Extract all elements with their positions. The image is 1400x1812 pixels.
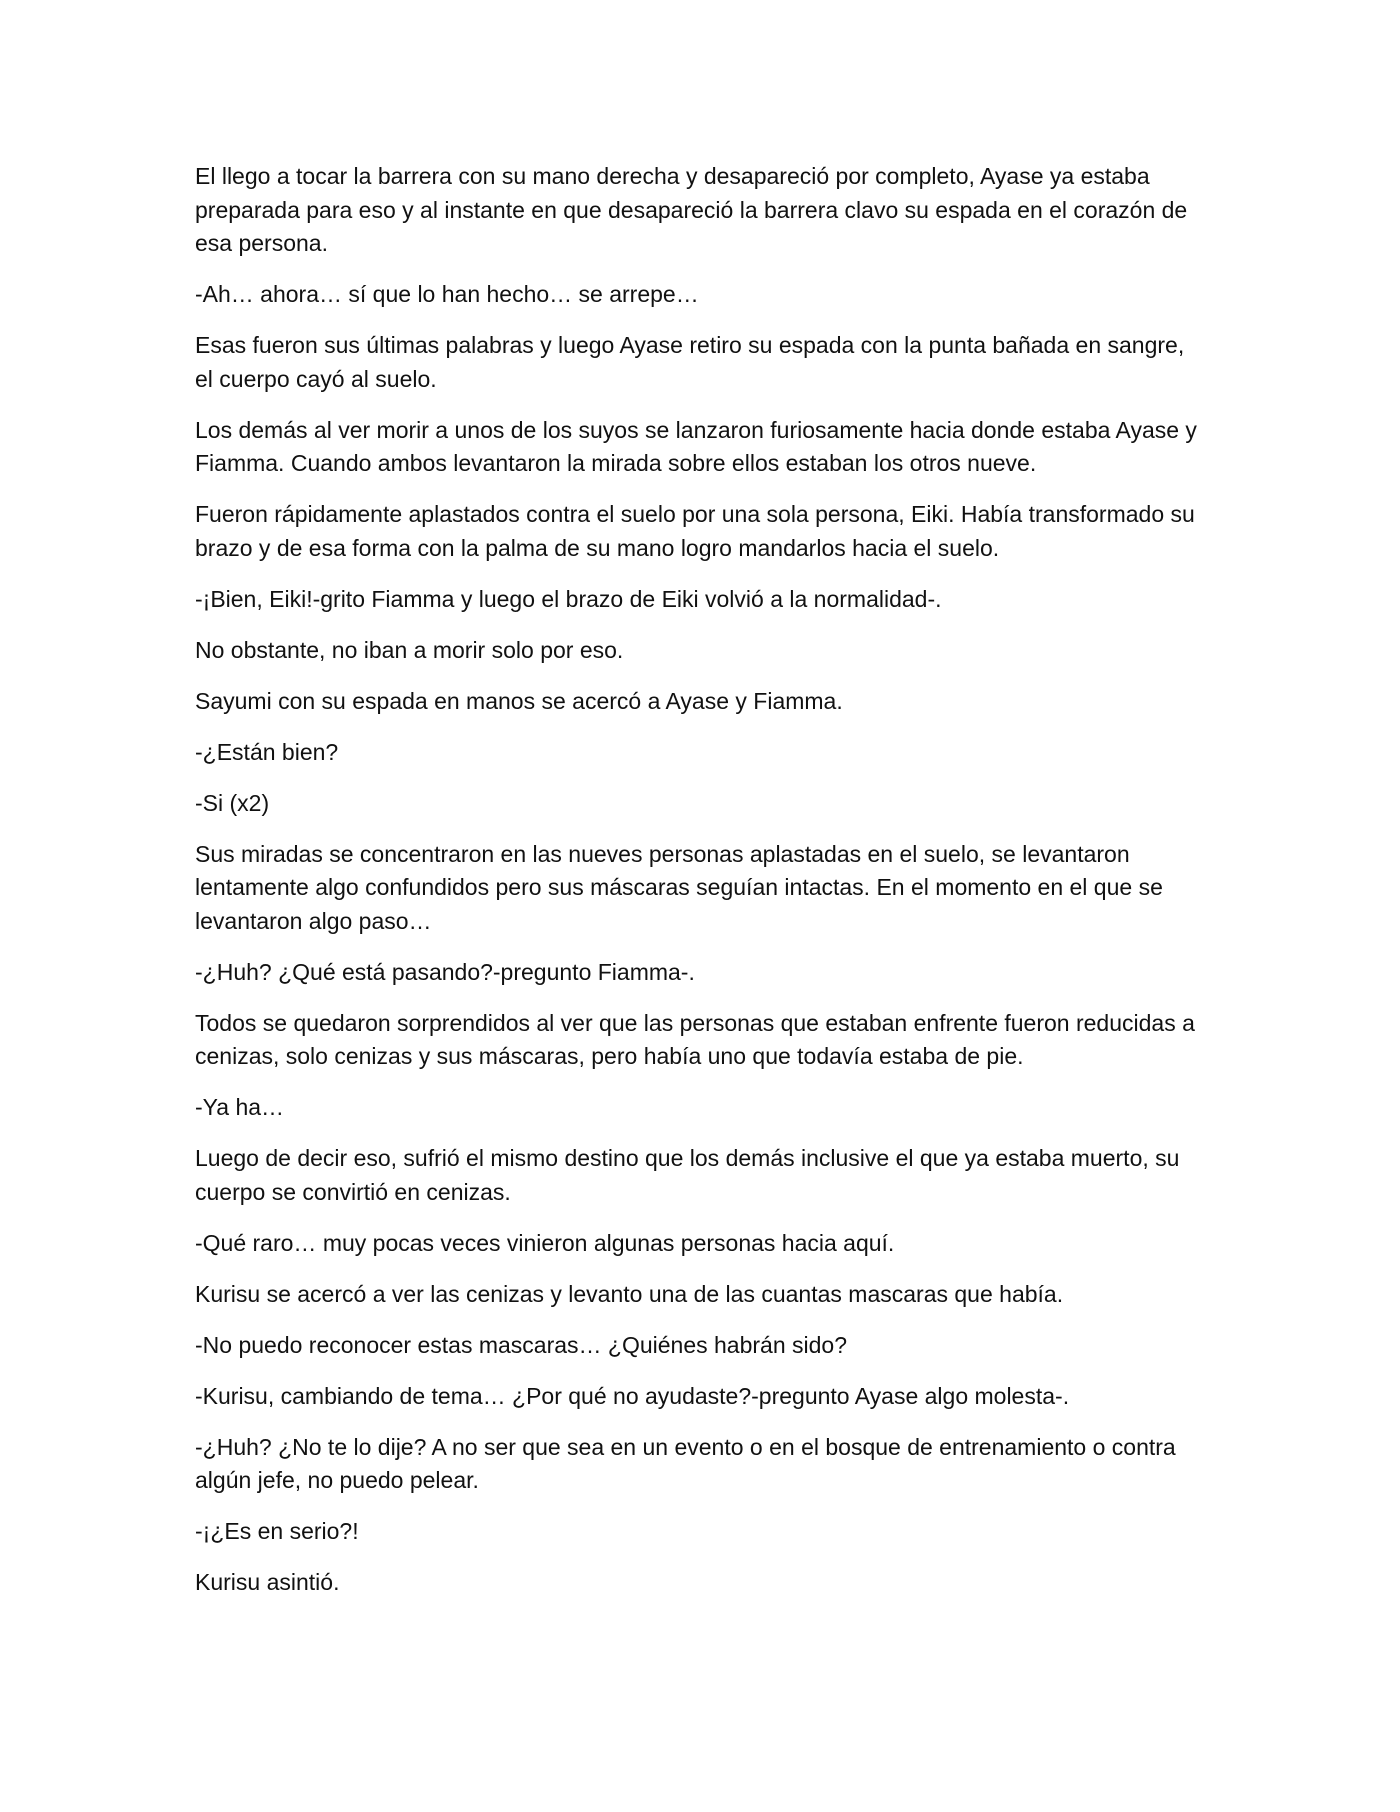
paragraph: Esas fueron sus últimas palabras y luego Ayase retiro su espada con la punta bañada en sangre, el cuerpo cayó al suelo. <box>195 332 1185 392</box>
paragraph: Kurisu asintió. <box>195 1569 340 1595</box>
paragraph: Fueron rápidamente aplastados contra el suelo por una sola persona, Eiki. Había transformado su brazo y de esa forma con la palma de su mano logro mandarlos hacia el suelo. <box>195 501 1195 561</box>
document-body <box>195 160 1200 1617</box>
paragraph: -Si (x2) <box>195 789 270 816</box>
paragraph: -Qué raro… muy pocas veces vinieron algunas personas hacia aquí. <box>195 1229 895 1256</box>
paragraph: Luego de decir eso, sufrió el mismo destino que los demás inclusive el que ya estaba muerto, su cuerpo se convirtió en cenizas. <box>195 1145 1180 1205</box>
paragraph: Kurisu se acercó a ver las cenizas y levanto una de las cuantas mascaras que había. <box>195 1280 1064 1307</box>
paragraph: Sus miradas se concentraron en las nueves personas aplastadas en el suelo, se levantaron lentamente algo confundidos pero sus máscaras seguían intactas. En el momento en el que se levantaron algo paso… <box>195 840 1163 934</box>
paragraph: -Ah… ahora… sí que lo han hecho… se arrepe… <box>195 281 699 307</box>
paragraph: -¡¿Es en serio?! <box>195 1518 359 1544</box>
paragraph: El llego a tocar la barrera con su mano derecha y desapareció por completo, Ayase ya estaba preparada para eso y al instante en que desapareció la barrera clavo su espada en el corazón de esa persona. <box>195 163 1188 256</box>
paragraph: -¿Están bien? <box>195 738 339 765</box>
paragraph: Todos se quedaron sorprendidos al ver que las personas que estaban enfrente fueron reducidas a cenizas, solo cenizas y sus máscaras, pero había uno que todavía estaba de pie. <box>195 1009 1195 1069</box>
paragraph: Los demás al ver morir a unos de los suyos se lanzaron furiosamente hacia donde estaba Ayase y Fiamma. Cuando ambos levantaron la mirada sobre ellos estaban los otros nueve. <box>195 416 1197 476</box>
paragraph: No obstante, no iban a morir solo por eso. <box>195 636 624 663</box>
paragraph: -No puedo reconocer estas mascaras… ¿Quiénes habrán sido? <box>195 1331 848 1358</box>
paragraph: -Ya ha… <box>195 1094 285 1120</box>
paragraph: -¿Huh? ¿No te lo dije? A no ser que sea en un evento o en el bosque de entrenamiento o contra algún jefe, no puedo pelear. <box>195 1433 1176 1493</box>
paragraph: -¡Bien, Eiki!-grito Fiamma y luego el brazo de Eiki volvió a la normalidad-. <box>195 585 942 612</box>
paragraph: Sayumi con su espada en manos se acercó a Ayase y Fiamma. <box>195 687 843 714</box>
paragraph: -¿Huh? ¿Qué está pasando?-pregunto Fiamma-. <box>195 958 695 985</box>
paragraph: -Kurisu, cambiando de tema… ¿Por qué no ayudaste?-pregunto Ayase algo molesta-. <box>195 1382 1070 1409</box>
